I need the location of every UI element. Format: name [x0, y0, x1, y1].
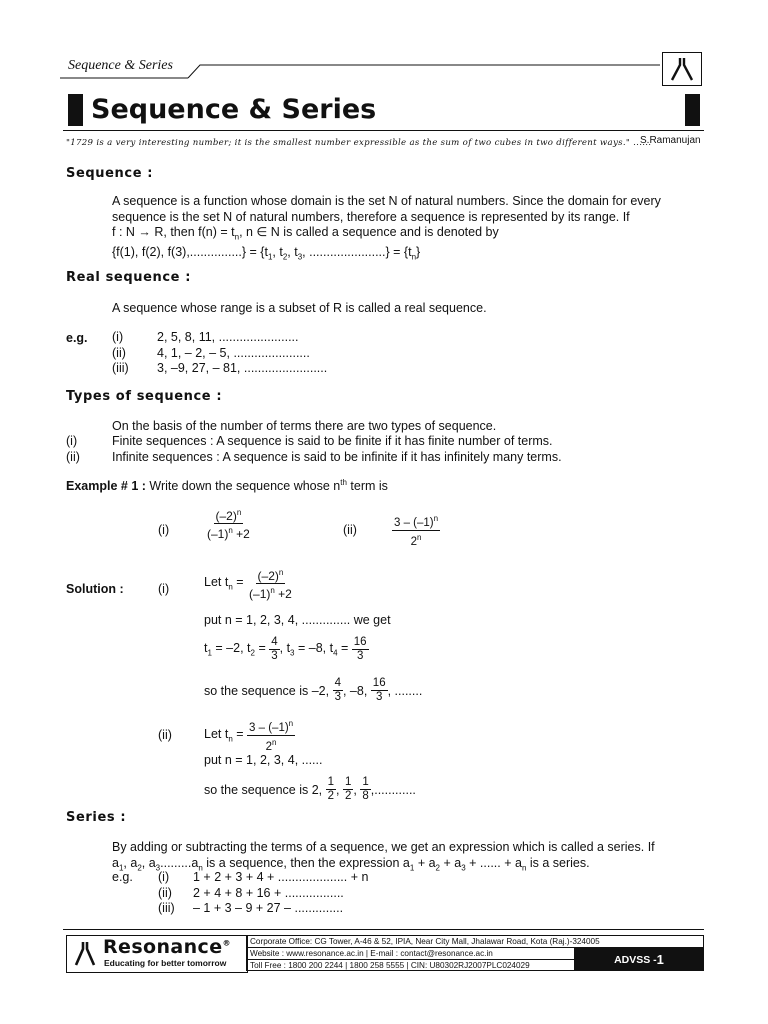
real-sequence-definition: A sequence whose range is a subset of R is called a real sequence. [112, 301, 487, 315]
solution-ii-put: put n = 1, 2, 3, 4, ...... [204, 753, 323, 767]
sequence-line-4: {f(1), f(2), $f(3),...............\} = \{t_1$, $t_2$, $t_3$, ......................} = $\{t_n\}$ [112, 245, 421, 262]
footer-office: Corporate Office: CG Tower, A-46 & 52, IPIA, Near City Mall, Jhalawar Road, Kota (Raj.)-324005 [247, 936, 703, 948]
real-sequence-examples [112, 330, 327, 377]
solution-i-label: (i) [158, 582, 170, 596]
series-line-1: By adding or subtracting the terms of a sequence, we get an expression which is called a series. If [112, 840, 655, 854]
heading-real-sequence: Real sequence : [66, 270, 192, 285]
example-ii-formula: $\frac{3 - (-1)^n}{2^n}$ [394, 514, 439, 548]
solution-ii-let: Let $t_n$ = $\frac{3 - (-1)^n}{2^n}$ [204, 719, 294, 753]
ramanujan-quote: "1729 is a very interesting number; it is the smallest number expressible as the sum of two cubes in two different ways." ...... [66, 138, 652, 148]
series-examples [112, 870, 368, 917]
footer-website: Website : www.resonance.ac.in | E-mail : contact@resonance.ac.in [247, 948, 574, 960]
sequence-line-1: A sequence is a function whose domain is the set N of natural numbers. Since the domain for every [112, 194, 661, 208]
title-bar-left [68, 94, 83, 126]
list-item: (iii) 3, –9, 27, – 81, ........................ [112, 361, 328, 375]
list-item: (i) Finite sequences : A sequence is said to be finite if it has finite number of terms. [66, 434, 553, 448]
solution-i-put: put n = 1, 2, 3, 4, .............. we get [204, 613, 391, 627]
example-i-label: (i) [158, 523, 170, 537]
footer-info-box [246, 935, 704, 971]
list-item: (i) 2, 5, 8, 11, ....................... [112, 330, 299, 344]
brand-name: Resonance® [103, 936, 231, 958]
example-i-formula: $\frac{(-2)^n}{(-1)^n +2}$ [207, 508, 250, 541]
header-rule [60, 58, 710, 88]
heading-types-of-sequence: Types of sequence : [66, 389, 223, 404]
solution-label: Solution : [66, 582, 124, 596]
list-item: (ii) 4, 1, – 2, – 5, ...................... [112, 345, 310, 360]
solution-ii-label: (ii) [158, 728, 172, 742]
running-title: Sequence & Series [68, 58, 173, 73]
example-text: Write down the sequence whose $n^{th}$ term is [149, 478, 388, 494]
types-list [66, 434, 562, 465]
list-item: e.g. (i) 1 + 2 + 3 + 4 + .................... + n [112, 870, 369, 884]
series-line-2: $a_1$, $a_2$, $a_3.........a_n$ is a sequence, then the expression $a_1 + a_2 + a_3$ + ...... + $a_n$ is a series. [112, 855, 590, 872]
quote-author: S.Ramanujan [640, 135, 701, 146]
solution-i-sequence: so the sequence is –2, $\frac{4}{3}$ , –8, $\frac{16}{3}$ , ........ [204, 677, 423, 703]
sequence-line-3: f : N → R, then $f(n) = t_n$, n ∈ N is called a sequence and is denoted by [112, 225, 499, 242]
brand-tagline: Educating for better tomorrow [104, 958, 227, 968]
footer-brand-box [66, 935, 248, 973]
footer-rule [63, 929, 704, 930]
page-code: ADVSS - 1 [575, 948, 703, 971]
footer-tollfree: Toll Free : 1800 200 2244 | 1800 258 5555 | CIN: U80302RJ2007PLC024029 [250, 961, 530, 970]
eg-label: e.g. [66, 331, 88, 345]
list-item: (ii) Infinite sequences : A sequence is said to be infinite if it has infinitely many terms. [66, 449, 562, 464]
types-intro: On the basis of the number of terms there are two types of sequence. [112, 419, 497, 433]
title-bar-right [685, 94, 700, 126]
solution-i-let: Let $t_n$ = $\frac{(-2)^n}{(-1)^n +2}$ [204, 568, 292, 601]
resonance-logo-icon [662, 52, 702, 86]
sequence-line-2: sequence is the set N of natural numbers, therefore a sequence is represented by its range. If [112, 209, 630, 224]
title-rule [63, 130, 704, 131]
sequence-definition [112, 194, 704, 265]
list-item: (iii) – 1 + 3 – 9 + 27 – .............. [158, 901, 344, 915]
resonance-mark-icon [71, 940, 99, 968]
solution-i-terms: $t_1 = -2$, $t_2$ = $\frac{4}{3}$ , $t_3 = -8$, $t_4$ = $\frac{16}{3}$ [204, 636, 367, 662]
solution-ii-sequence: so the sequence is 2, $\frac{1}{2}$ , $\frac{1}{2}$ , $\frac{1}{8}$ ,............ [204, 776, 416, 802]
example-label: Example # 1 : [66, 479, 146, 494]
list-item: (ii) 2 + 4 + 8 + 16 + ................. [158, 885, 344, 900]
example-1 [66, 478, 388, 493]
example-ii-label: (ii) [343, 523, 357, 537]
heading-series: Series : [66, 810, 127, 825]
heading-sequence: Sequence : [66, 166, 154, 181]
page-title: Sequence & Series [91, 94, 377, 125]
